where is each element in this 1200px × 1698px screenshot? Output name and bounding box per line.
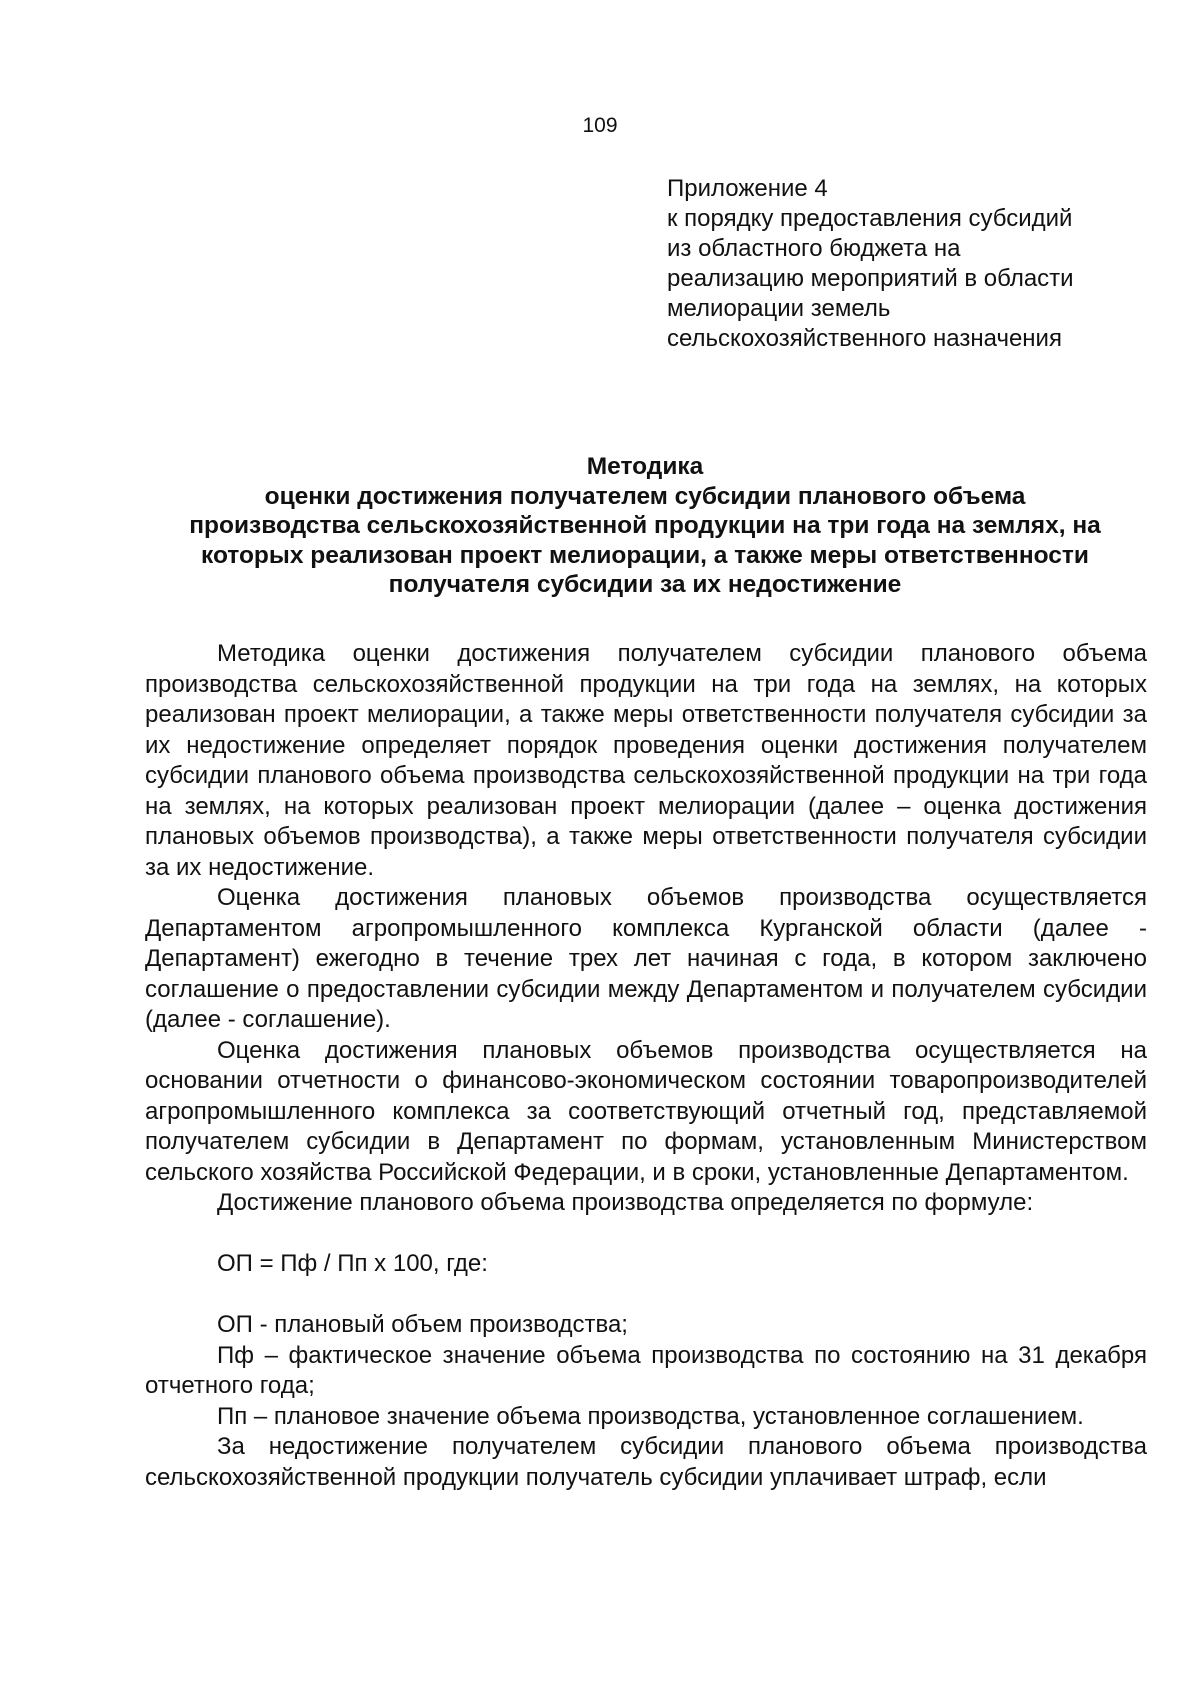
- appendix-line: из областного бюджета на: [667, 235, 961, 262]
- definition-paragraph: Пф – фактическое значение объема производства по состоянию на 31 декабря отчетного года;: [145, 1341, 1147, 1399]
- body-paragraph: Достижение планового объема производства определяется по формуле:: [217, 1189, 1034, 1216]
- definition-paragraph: ОП - плановый объем производства;: [217, 1311, 628, 1338]
- definition-paragraph: Пп – плановое значение объема производства, установленное соглашением.: [217, 1402, 1084, 1430]
- appendix-line: сельскохозяйственного назначения: [667, 325, 1062, 352]
- body-paragraph: Методика оценки достижения получателем субсидии планового объема производства сельскохозяйственной продукции на три года на землях, на которых реализован проект мелиорации, а также меры ответственности получателя субсидии за их недостижение определяет порядок проведения оценки достижения получателем субсидии планового объема производства сельскохозяйственной продукции на три года на землях, на которых реализован проект мелиорации (далее – оценка достижения плановых объемов производства), а также меры ответственности получателя субсидии за их недостижение.: [145, 640, 1147, 881]
- body-paragraph: За недостижение получателем субсидии планового объема производства сельскохозяйственной продукции получатель субсидии уплачивает штраф, если: [145, 1433, 1147, 1491]
- title-line: которых реализован проект мелиорации, а также меры ответственности: [201, 541, 1089, 569]
- body-paragraph: Оценка достижения плановых объемов производства осуществляется на основании отчетности о финансово-экономическом состоянии товаропроизводителей агропромышленного комплекса за соответствующий отчетный год, представляемой получателем субсидии в Департамент по формам, установленным Министерством сельского хозяйства Российской Федерации, и в сроки, установленные Департаментом.: [145, 1036, 1147, 1186]
- appendix-line: Приложение 4: [667, 175, 828, 202]
- appendix-line: к порядку предоставления субсидий: [667, 205, 1073, 232]
- appendix-header: [667, 174, 1167, 354]
- title-line: Методика: [586, 453, 704, 480]
- title-line: получателя субсидии за их недостижение: [388, 571, 902, 598]
- document-title: [145, 452, 1145, 600]
- page-number: 109: [582, 114, 618, 137]
- title-line: оценки достижения получателем субсидии планового объема: [264, 482, 1026, 510]
- title-line: производства сельскохозяйственной продукции на три года на землях, на: [189, 512, 1101, 539]
- formula: ОП = Пф / Пп х 100, где:: [217, 1250, 488, 1277]
- body-paragraph: Оценка достижения плановых объемов производства осуществляется Департаментом агропромышленного комплекса Курганской области (далее - Департамент) ежегодно в течение трех лет начиная с года, в котором заключено соглашение о предоставлении субсидии между Департаментом и получателем субсидии (далее - соглашение).: [145, 884, 1147, 1033]
- appendix-line: мелиорации земель: [667, 295, 891, 322]
- appendix-line: реализацию мероприятий в области: [667, 265, 1074, 292]
- document-body: [145, 639, 1147, 1493]
